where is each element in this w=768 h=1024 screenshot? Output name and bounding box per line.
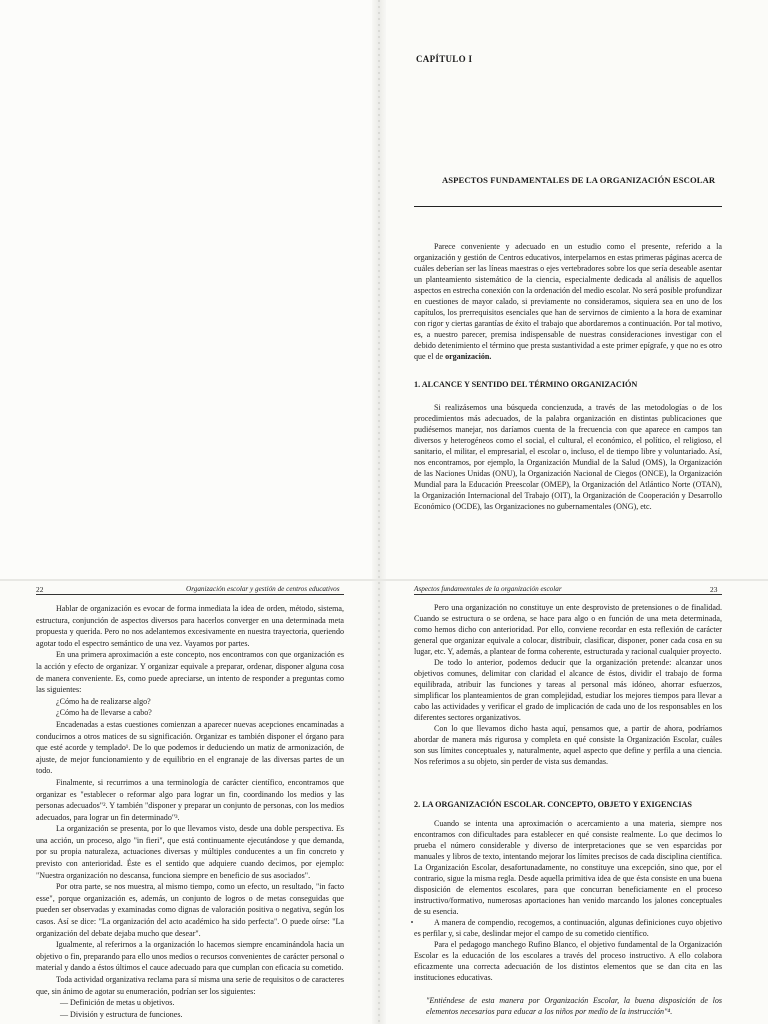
section2-heading: 2. LA ORGANIZACIÓN ESCOLAR. CONCEPTO, OBJETO Y EXIGENCIAS — [414, 800, 692, 809]
left-paragraph: Por otra parte, se nos muestra, al mismo tiempo, como un efecto, un resultado, "in facto esse", porque organización es, además, un conjunto de logros o de metas conseguidas que pueden ser observadas y examinadas como dignas de valoración positiva o negativa, según los casos. Así se dice: "La organización del acto académico ha sido perfecta". O puede oírse: "La organización del debate dejaba mucho que desear". — [36, 882, 344, 938]
right-paragraph: Pero una organización no constituye un ente desprovisto de pretensiones o de finalidad. Cuando se estructura o se ordena, se hace para algo o en función de una meta determinada, como hemos dicho con anterioridad. Por ello, conviene recordar en esta reflexión de carácter general que organizar equivale a colocar, distribuir, clasificar, disponer, poner cada cosa en su lugar, etc. Y, además, a plantear de forma coherente, estructurada y racional cualquier proyecto. — [414, 603, 722, 656]
list-item: — Definición de metas u objetivos. — [60, 998, 175, 1008]
section1-heading: 1. ALCANCE Y SENTIDO DEL TÉRMINO ORGANIZACIÓN — [414, 380, 638, 389]
section2-paragraph: A manera de compendio, recogemos, a continuación, algunas definiciones cuyo objetivo es perfilar y, si cabe, deslindar mejor el campo de su cometido científico. — [414, 918, 722, 938]
section1-text: Si realizásemos una búsqueda concienzuda, a través de las metodologías o de los procedimientos más adecuados, de la palabra organización en distintas publicaciones que pudiésemos manejar, nos daríamos cuenta de la frecuencia con que aparece en campos tan diversos y heterogéneos como el social, el cultural, el económico, el político, el religioso, el sanitario, el militar, el empresarial, el escolar o, incluso, el de tiempo libre y voluntariado. Así, nos encontramos, por ejemplo, la Organización Mundial de la Salud (OMS), la Organización de las Naciones Unidas (ONU), la Organización Nacional de Ciegos (ONCE), la Organización Mundial para la Educación Preescolar (OMEP), la Organización del Atlántico Norte (OTAN), la Organización Internacional del Trabajo (OIT), la Organización de Cooperación y Desarrollo Económico (OCDE), las Organizaciones no gubernamentales (ONG), etc. — [414, 403, 722, 511]
left-list — [36, 997, 344, 1020]
page-fold — [0, 579, 768, 581]
left-paragraph: Igualmente, al referirnos a la organización lo hacemos siempre encaminándola hacia un objetivo o fin, preparando para ello unos medios o recursos convenientes de carácter personal o material y dando a éstos últimos el cauce adecuado para que cumplan con eficacia su cometido. — [36, 940, 344, 973]
list-item: — División y estructura de funciones. — [60, 1009, 183, 1019]
left-paragraph: La organización se presenta, por lo que llevamos visto, desde una doble perspectiva. Es una acción, un proceso, algo "in fieri", que está continuamente ejecutándose y que demanda, por su propia naturaleza, actuaciones diversas y múltiples conducentes a un fin concreto y previsto con anterioridad. Éste es el sentido que adquiere cuando decimos, por ejemplo: "Nuestra organización no descansa, funciona siempre en beneficio de sus asociados". — [36, 824, 344, 880]
right-page-number: 23 — [710, 585, 718, 594]
scan-speck — [411, 921, 413, 923]
intro-text: Parece conveniente y adecuado en un estudio como el presente, referido a la organización y gestión de Centros educativos, interpelarnos en estas primeras páginas acerca de cuáles deberían ser las líneas maestras o ejes vertebradores sobre los que sería deseable asentar un planteamiento sistemático de la ciencia, especialmente dedicada al análisis de aquellos aspectos en estrecha conexión con la ordenación del medio escolar. No será posible profundizar en cuestiones de mayor calado, si previamente no consideramos, siquiera sea en uno de los capítulos, los prerrequisitos esenciales que han de servirnos de cimiento a la hora de examinar con rigor y ciertas garantías de éxito el trabajo que abordaremos a continuación. Por tal motivo, es, a nuestro parecer, premisa indispensable de nuestras consideraciones investigar con el debido detenimiento el término que presta sustantividad a este primer epígrafe, y que no es otro que el de — [414, 242, 722, 361]
section1-paragraph — [414, 402, 722, 512]
right-running-rule — [414, 594, 722, 595]
right-paragraph: Con lo que llevamos dicho hasta aquí, pensamos que, a partir de ahora, podríamos abordar de manera más rigurosa y completa en qué consiste la Organización Escolar, cuáles son sus límites conceptuales y, naturalmente, aquel aspecto que define y perfila a una ciencia. Nos referimos a su objeto, sin perder de vista sus demandas. — [414, 724, 722, 766]
right-paragraph: De todo lo anterior, podemos deducir que la organización pretende: alcanzar unos objetivos comunes, delimitar con claridad el alcance de éstos, dividir el trabajo de forma equilibrada, atribuir las funciones y tareas al personal más idóneo, ahorrar esfuerzos, simplificar los planteamientos de gran complejidad, estudiar los mejores tiempos para llevar a cabo las actividades y verificar el grado de implicación de cada uno de los responsables en los diferentes sectores organizativos. — [414, 658, 722, 722]
intro-paragraph — [414, 241, 722, 362]
right-page-body — [414, 602, 722, 767]
chapter-label: CAPÍTULO I — [416, 54, 473, 64]
intro-bold-term: organización. — [445, 352, 492, 361]
left-question: ¿Cómo ha de realizarse algo? — [56, 696, 151, 706]
chapter-title: ASPECTOS FUNDAMENTALES DE LA ORGANIZACIÓN ESCOLAR — [442, 175, 716, 185]
left-paragraph: Encadenadas a estas cuestiones comienzan a aparecer nuevas acepciones encaminadas a conducirnos a otros matices de su significación. Organizar es también disponer el órgano para que esté acorde y templado¹. De lo que podemos ir deduciendo un matiz de armonización, de ajuste, de mejor funcionamiento y de equilibrio en el engranaje de las diversas partes de un todo. — [36, 719, 344, 776]
block-quote: "Entiéndese de esta manera por Organización Escolar, la buena disposición de los elementos necesarios para educar a los niños por medio de la instrucción"⁴. — [426, 996, 722, 1016]
right-running-title: Aspectos fundamentales de la organización escolar — [414, 585, 562, 593]
left-paragraph: Finalmente, si recurrimos a una terminología de carácter científico, encontramos que organizar es "establecer o reformar algo para lograr un fin, coordinando los medios y las personas adecuados"². Y también "disponer y preparar un conjunto de personas, con los medios adecuados, para lograr un fin determinado"³. — [36, 777, 344, 822]
section2-paragraph: Cuando se intenta una aproximación o acercamiento a una materia, siempre nos encontramos con dificultades para establecer en qué consiste realmente. Lo que decimos lo prueba el número considerable y diverso de interpretaciones que se ven esparcidas por manuales y libros de texto, intentando mejorar los límites precisos de cada disciplina científica. La Organización Escolar, desafortunadamente, no constituye una excepción, sino que, por el contrario, sigue la misma regla. Desde aquella primitiva idea de que ésta consiste en una buena disposición de elementos escolares, para que concurran beneficiamente en el proceso instructivo/formativo, numerosas aportaciones han venido marcando los jalones conceptuales de su esencia. — [414, 819, 722, 916]
gutter-binding — [378, 0, 380, 1024]
left-running-rule — [36, 594, 344, 595]
section2-paragraph: Para el pedagogo manchego Rufino Blanco, el objetivo fundamental de la Organización Escolar es la educación de los escolares a través del proceso instructivo. A ello colabora eficazmente una correcta adecuación de los distintos elementos que se dan cita en las instituciones educativas. — [414, 940, 722, 982]
chapter-rule — [414, 206, 722, 207]
top-left-page — [0, 0, 384, 580]
left-paragraph: Hablar de organización es evocar de forma inmediata la idea de orden, método, sistema, estructura, conjunción de aspectos diversos para hacerlos converger en una determinada meta propuesta y querida. Pero no nos adelantemos excesivamente en nuestra trayectoria, queriendo agotar todo el espectro semántico de una vez. Vayamos por partes. — [36, 604, 344, 648]
left-paragraph: Toda actividad organizativa reclama para sí misma una serie de requisitos o de caracteres que, sin ánimo de agotar su enumeración, podrían ser los siguientes: — [36, 975, 344, 996]
left-question: ¿Cómo ha de llevarse a cabo? — [56, 708, 152, 718]
left-running-title: Organización escolar y gestión de centros educativos — [186, 585, 340, 593]
left-page-body — [36, 603, 344, 1020]
section2-body — [414, 818, 722, 983]
left-paragraph: En una primera aproximación a este concepto, nos encontramos con que organización es la acción y efecto de organizar. Y organizar equivale a preparar, ordenar, disponer alguna cosa de manera conveniente. Es, como puede apreciarse, un intento de responder a preguntas como las siguientes: — [36, 650, 344, 695]
left-page-number: 22 — [36, 585, 44, 594]
